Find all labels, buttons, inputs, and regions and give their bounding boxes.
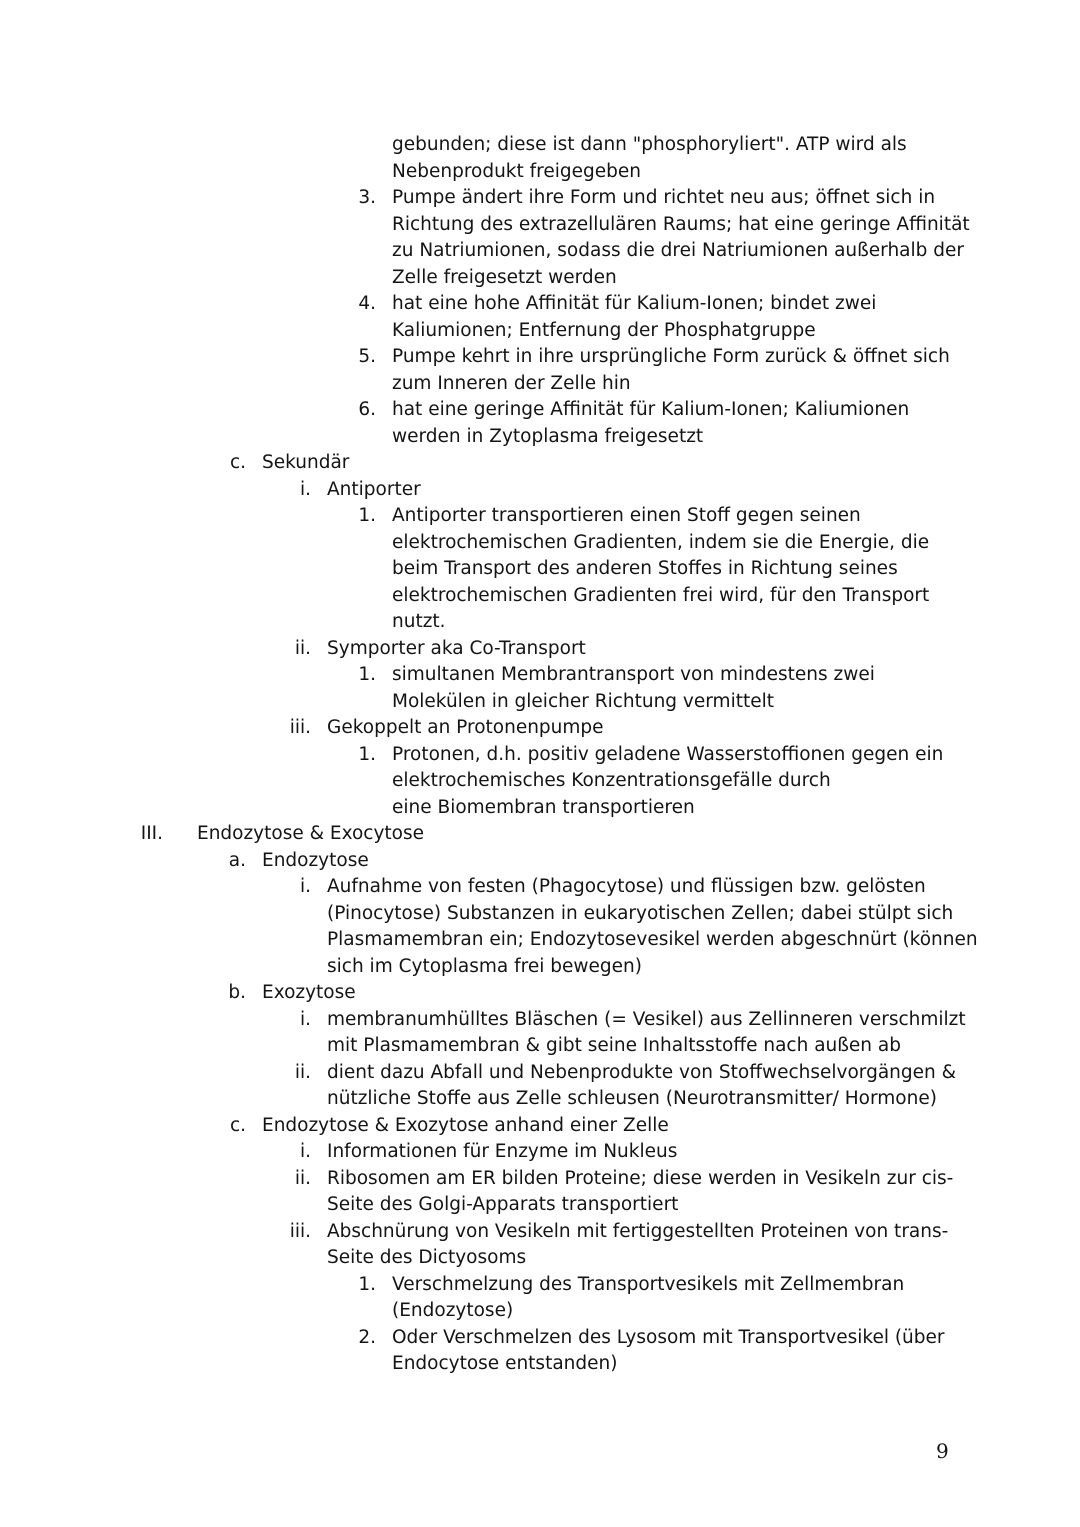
text-line: Pumpe kehrt in ihre ursprüngliche Form zurück & öffnet sich [392, 346, 950, 367]
list-marker: ii. [294, 1061, 311, 1083]
list-marker: 5. [358, 346, 376, 367]
text-line: beim Transport des anderen Stoffes in Richtung seines [392, 558, 898, 579]
text-line: Endocytose entstanden) [392, 1353, 618, 1374]
text-line: werden in Zytoplasma freigesetzt [392, 425, 704, 447]
list-marker: a. [228, 849, 246, 871]
text-line: Kaliumionen; Entfernung der Phosphatgruppe [392, 319, 816, 341]
list-marker: 1. [358, 664, 376, 685]
text-line: Nebenprodukt freigegeben [392, 160, 641, 182]
text-line: nützliche Stoffe aus Zelle schleusen (Neurotransmitter/ Hormone) [327, 1088, 937, 1109]
text-line: Endozytose & Exozytose anhand einer Zelle [262, 1114, 669, 1136]
text-line: (Endozytose) [392, 1300, 514, 1321]
list-marker: 2. [358, 1326, 376, 1348]
text-line: Seite des Dictyosoms [327, 1247, 527, 1268]
text-line: Endozytose & Exocytose [197, 823, 425, 844]
text-line: elektrochemischen Gradienten, indem sie die Energie, die [392, 531, 930, 553]
list-marker: i. [299, 1141, 311, 1162]
list-marker: 1. [358, 743, 376, 765]
text-line: Exozytose [262, 982, 356, 1003]
text-line: (Pinocytose) Substanzen in eukaryotischen Zellen; dabei stülpt sich [327, 902, 954, 924]
text-line: eine Biomembran transportieren [392, 796, 695, 818]
text-line: Seite des Golgi-Apparats transportiert [327, 1194, 679, 1215]
text-line: Aufnahme von festen (Phagocytose) und flüssigen bzw. gelösten [327, 876, 926, 897]
text-line: simultanen Membrantransport von mindestens zwei [392, 664, 875, 685]
text-line: Endozytose [262, 849, 369, 871]
text-line: elektrochemischen Gradienten frei wird, für den Transport [392, 584, 930, 606]
list-marker: ii. [294, 637, 311, 659]
text-line: Protonen, d.h. positiv geladene Wasserstoffionen gegen ein [392, 743, 944, 765]
text-line: Antiporter transportieren einen Stoff gegen seinen [392, 505, 861, 526]
text-line: hat eine hohe Affinität für Kalium-Ionen; bindet zwei [392, 293, 877, 314]
list-marker: b. [228, 982, 246, 1003]
text-line: Oder Verschmelzen des Lysosom mit Transportvesikel (über [392, 1326, 945, 1348]
text-line: Pumpe ändert ihre Form und richtet neu aus; öffnet sich in [392, 187, 936, 208]
text-line: Antiporter [327, 478, 421, 500]
text-line: Informationen für Enzyme im Nukleus [327, 1141, 678, 1162]
text-line: Gekoppelt an Protonenpumpe [327, 717, 604, 738]
list-marker: 1. [358, 505, 376, 526]
text-line: hat eine geringe Affinität für Kalium-Ionen; Kaliumionen [392, 399, 910, 420]
text-line: dient dazu Abfall und Nebenprodukte von Stoffwechselvorgängen & [327, 1061, 957, 1083]
list-marker: i. [299, 876, 311, 897]
list-marker: ii. [294, 1167, 311, 1189]
list-marker: III. [140, 823, 163, 844]
text-line: Symporter aka Co-Transport [327, 637, 586, 659]
text-line: Abschnürung von Vesikeln mit fertiggestellten Proteinen von trans- [327, 1220, 949, 1242]
list-marker: c. [229, 1114, 246, 1136]
page-number: 9 [936, 1439, 949, 1463]
list-marker: iii. [289, 1220, 311, 1242]
text-line: Molekülen in gleicher Richtung vermittelt [392, 690, 774, 712]
text-line: zu Natriumionen, sodass die drei Natriumionen außerhalb der [392, 240, 965, 261]
text-line: Ribosomen am ER bilden Proteine; diese werden in Vesikeln zur cis- [327, 1167, 954, 1189]
text-line: Sekundär [262, 452, 350, 473]
text-line: nutzt. [392, 611, 446, 632]
text-line: Plasmamembran ein; Endozytosevesikel werden abgeschnürt (können [327, 929, 978, 950]
list-marker: i. [299, 478, 311, 500]
text-line: mit Plasmamembran & gibt seine Inhaltsstoffe nach außen ab [327, 1035, 901, 1056]
list-marker: c. [229, 452, 246, 473]
text-line: gebunden; diese ist dann "phosphoryliert". ATP wird als [392, 134, 907, 155]
text-line: Richtung des extrazellulären Raums; hat eine geringe Affinität [392, 213, 970, 235]
list-marker: 3. [358, 187, 376, 208]
list-marker: iii. [289, 717, 311, 738]
text-line: sich im Cytoplasma frei bewegen) [327, 955, 642, 977]
text-line: elektrochemisches Konzentrationsgefälle durch [392, 770, 831, 791]
text-line: Zelle freigesetzt werden [392, 266, 617, 288]
text-line: membranumhülltes Bläschen (= Vesikel) aus Zellinneren verschmilzt [327, 1008, 966, 1030]
text-line: Verschmelzung des Transportvesikels mit Zellmembran [392, 1273, 905, 1295]
text-line: zum Inneren der Zelle hin [392, 372, 631, 394]
list-marker: i. [299, 1008, 311, 1030]
list-marker: 6. [358, 399, 376, 420]
list-marker: 1. [358, 1273, 376, 1295]
list-marker: 4. [358, 293, 376, 314]
